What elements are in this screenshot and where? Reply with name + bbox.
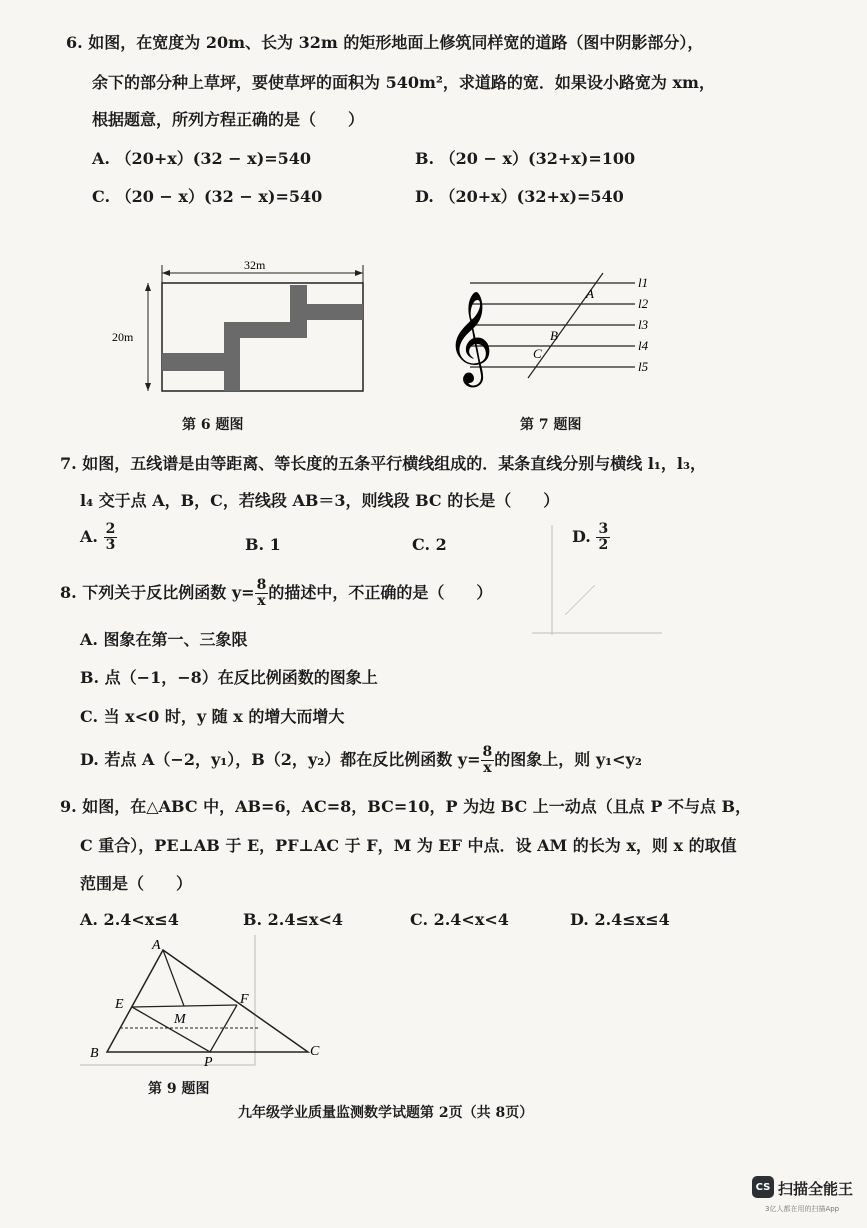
q8-option-d-denominator: x <box>483 760 492 776</box>
q6-option-a: A. （20+x）(32 − x)=540 <box>92 149 312 168</box>
q7-option-d-denominator: 2 <box>598 537 609 553</box>
show-through-marks <box>520 525 680 645</box>
figure-7-l3: l3 <box>638 317 649 332</box>
q8-option-d-pre: D. 若点 A（−2，y₁），B（2，y₂）都在反比例函数 y= <box>80 750 481 769</box>
q8-stem-post: 的描述中，不正确的是（ ） <box>268 583 493 602</box>
figure-7-l5: l5 <box>638 359 649 374</box>
figure-6-road <box>162 285 363 391</box>
figure-9-scan-frame <box>80 935 255 1065</box>
q7-stem-line1: 7. 如图，五线谱是由等距离、等长度的五条平行横线组成的．某条直线分别与横线 l₁，l₃， <box>60 454 707 473</box>
figure-6-caption: 第 6 题图 <box>182 417 244 433</box>
figure-6 <box>110 255 380 405</box>
q9-stem-line1: 9. 如图，在△ABC 中，AB=6，AC=8，BC=10，P 为边 BC 上一动点（且点 P 不与点 B， <box>60 797 752 816</box>
q9-option-d: D. 2.4≤x≤4 <box>570 910 670 929</box>
q7-option-d-numerator: 3 <box>598 521 609 537</box>
q8-stem-denominator: x <box>257 593 266 609</box>
q8-stem-pre: 8. 下列关于反比例函数 y= <box>60 583 255 602</box>
figure-7 <box>440 268 660 393</box>
q9-option-c: C. 2.4<x<4 <box>410 910 509 929</box>
q6-stem-line3: 根据题意，所列方程正确的是（ ） <box>92 110 365 129</box>
page-footer: 九年级学业质量监测数学试题第 2页（共 8页） <box>238 1105 534 1121</box>
q8-option-b: B. 点（−1，−8）在反比例函数的图象上 <box>80 668 378 687</box>
figure-9-point-f: F <box>240 992 249 1007</box>
figure-7-point-b: B <box>550 328 558 343</box>
watermark-brand: 扫描全能王 <box>778 1180 854 1198</box>
q9-stem-line2: C 重合），PE⊥AB 于 E，PF⊥AC 于 F，M 为 EF 中点．设 AM 的长为 x，则 x 的取值 <box>80 836 737 855</box>
q6-stem-line2: 余下的部分种上草坪，要使草坪的面积为 540m²，求道路的宽．如果设小路宽为 xm， <box>92 73 715 92</box>
q7-option-c: C. 2 <box>412 535 447 554</box>
q8-option-d-fraction <box>481 745 495 776</box>
q7-stem-line2: l₄ 交于点 A，B，C，若线段 AB＝3，则线段 BC 的长是（ ） <box>80 491 560 510</box>
figure-9-point-a: A <box>152 938 161 953</box>
figure-7-l1: l1 <box>638 275 649 290</box>
figure-7-l4: l4 <box>638 338 649 353</box>
q9-stem-line3: 范围是（ ） <box>80 874 193 893</box>
q6-stem-line1: 6. 如图，在宽度为 20m、长为 32m 的矩形地面上修筑同样宽的道路（图中阴影部分）， <box>66 33 704 52</box>
q7-option-b: B. 1 <box>245 535 281 554</box>
segment-am <box>163 950 184 1006</box>
q8-option-a: A. 图象在第一、三象限 <box>80 630 248 649</box>
watermark-slogan: 3亿人都在用的扫描App <box>765 1205 840 1213</box>
segment-ef <box>132 1005 237 1007</box>
q7-option-a <box>80 522 117 553</box>
q7-option-d-label: D. <box>572 527 591 546</box>
figure-9-point-b: B <box>90 1046 99 1061</box>
q7-option-a-fraction <box>104 522 118 553</box>
q8-stem <box>60 578 492 609</box>
camscanner-logo-icon: CS <box>752 1176 774 1198</box>
q8-option-d-numerator: 8 <box>482 744 493 760</box>
q8-option-c: C. 当 x<0 时，y 随 x 的增大而增大 <box>80 707 345 726</box>
q8-option-d <box>80 745 642 776</box>
triangle-abc <box>107 950 308 1052</box>
figure-6-width-label: 20m <box>112 330 134 344</box>
figure-9-point-c: C <box>310 1044 320 1059</box>
figure-9-caption: 第 9 题图 <box>148 1081 210 1097</box>
q9-option-b: B. 2.4≤x<4 <box>243 910 343 929</box>
q8-option-d-post: 的图象上，则 y₁<y₂ <box>494 750 642 769</box>
figure-9-point-p: P <box>204 1055 213 1070</box>
figure-6-length-label: 32m <box>244 258 266 272</box>
figure-7-point-a: A <box>586 286 594 301</box>
q6-option-b: B. （20 − x）(32+x)=100 <box>415 149 636 168</box>
figure-7-caption: 第 7 题图 <box>520 417 582 433</box>
figure-9-point-m: M <box>174 1012 186 1027</box>
figure-9 <box>80 935 340 1070</box>
figure-9-point-e: E <box>115 997 124 1012</box>
q7-option-a-denominator: 3 <box>105 537 116 553</box>
q6-option-c: C. （20 − x）(32 − x)=540 <box>92 187 323 206</box>
q6-option-d: D. （20+x）(32+x)=540 <box>415 187 624 206</box>
treble-clef-icon: 𝄞 <box>446 294 494 382</box>
q8-stem-fraction <box>255 578 269 609</box>
figure-7-point-c: C <box>533 346 542 361</box>
figure-7-l2: l2 <box>638 296 649 311</box>
q7-option-a-label: A. <box>80 527 98 546</box>
q9-option-a: A. 2.4<x≤4 <box>80 910 179 929</box>
q8-stem-numerator: 8 <box>256 577 267 593</box>
q7-option-a-numerator: 2 <box>105 521 116 537</box>
